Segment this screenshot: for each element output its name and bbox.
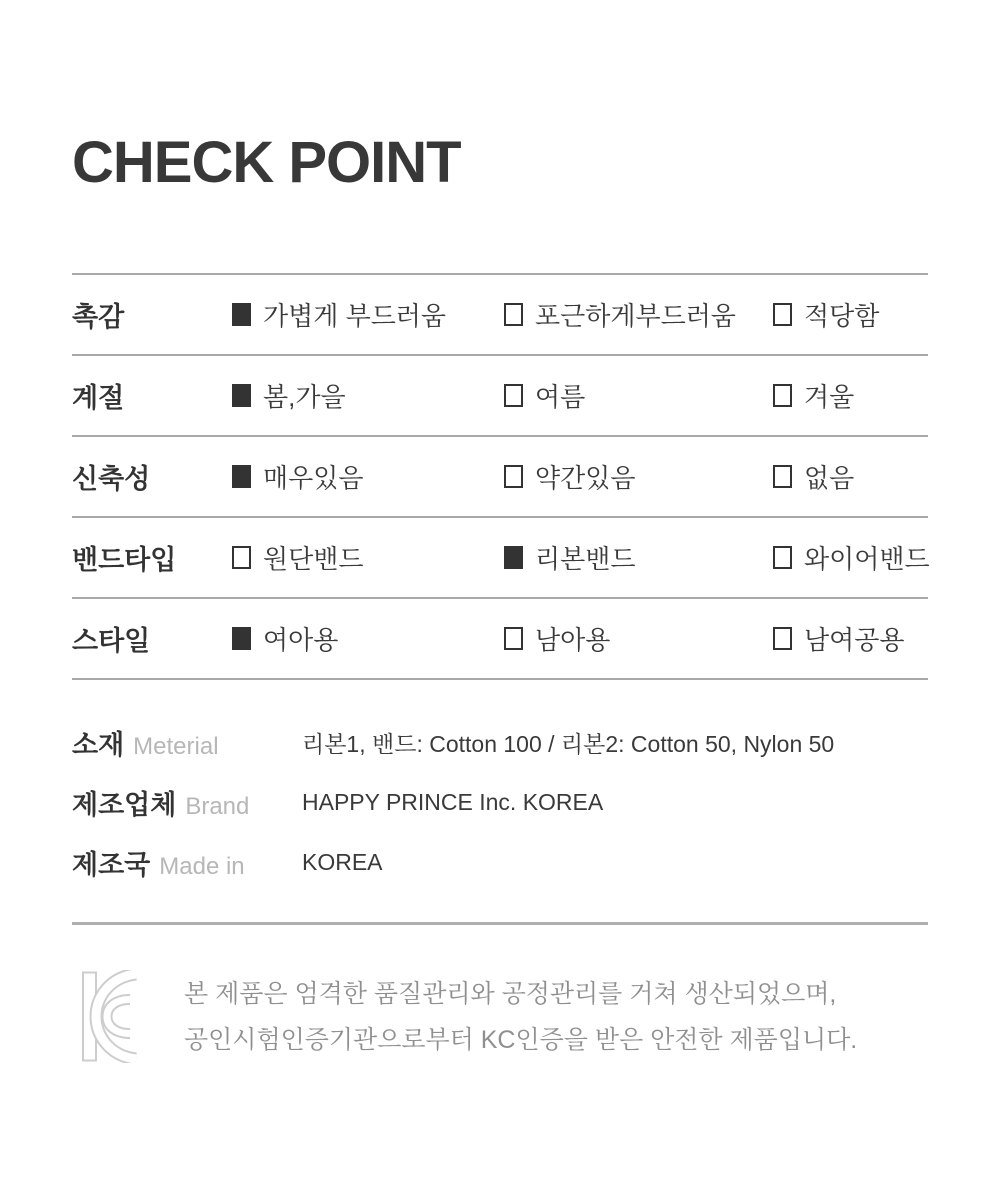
option-label: 여아용	[263, 625, 339, 655]
info-label-en: Brand	[185, 792, 250, 820]
row-label: 스타일	[72, 626, 151, 656]
option-label: 봄,가을	[263, 382, 346, 412]
option	[232, 620, 504, 657]
checkbox-icon	[232, 465, 251, 488]
option-label: 리본밴드	[535, 544, 636, 574]
checkbox-icon	[232, 384, 251, 407]
checkbox-icon	[504, 546, 523, 569]
option-label: 겨울	[804, 382, 855, 412]
row-label: 밴드타입	[72, 545, 177, 575]
option-label: 가볍게 부드러움	[263, 301, 447, 331]
info-label-ko: 제조국	[72, 849, 151, 880]
check-point-table	[72, 273, 928, 680]
info-value: 리본1, 밴드: Cotton 100 / 리본2: Cotton 50, Nylon 50	[302, 730, 835, 757]
option	[232, 296, 504, 333]
option	[504, 458, 773, 495]
table-row-stretch	[72, 435, 928, 516]
info-label-ko: 소재	[72, 729, 125, 760]
option-label: 매우있음	[263, 463, 364, 493]
option-label: 원단밴드	[263, 544, 364, 574]
info-label	[72, 723, 302, 762]
checkbox-icon	[773, 546, 792, 569]
info-row-material	[72, 712, 928, 772]
checkbox-icon	[232, 546, 251, 569]
row-label: 신축성	[72, 464, 151, 494]
option-label: 여름	[535, 382, 586, 412]
page-title: CHECK POINT	[72, 130, 461, 195]
info-label	[72, 783, 302, 822]
option	[504, 539, 773, 576]
kc-mark-icon	[80, 970, 142, 1063]
info-label-ko: 제조업체	[72, 789, 177, 820]
certification-line-1: 본 제품은 엄격한 품질관리와 공정관리를 거쳐 생산되었으며,	[184, 979, 837, 1008]
option	[232, 458, 504, 495]
option	[773, 458, 928, 495]
option-label: 포근하게부드러움	[535, 301, 736, 331]
option-label: 적당함	[804, 301, 880, 331]
kc-certification-section	[80, 970, 857, 1063]
option	[773, 620, 928, 657]
option	[232, 377, 504, 414]
option	[773, 296, 928, 333]
option-label: 남아용	[535, 625, 611, 655]
info-label-en: Meterial	[133, 732, 219, 760]
option-label: 와이어밴드	[804, 544, 930, 574]
info-label	[72, 843, 302, 882]
checkbox-icon	[504, 303, 523, 326]
certification-text	[184, 971, 857, 1063]
table-row-season	[72, 354, 928, 435]
info-row-made-in	[72, 832, 928, 892]
checkbox-icon	[773, 384, 792, 407]
option	[504, 296, 773, 333]
info-row-brand	[72, 772, 928, 832]
row-label: 촉감	[72, 302, 125, 332]
option-label: 약간있음	[535, 463, 636, 493]
option	[232, 539, 504, 576]
table-row-touch	[72, 273, 928, 354]
option	[773, 377, 928, 414]
option	[773, 539, 930, 576]
info-value: HAPPY PRINCE Inc. KOREA	[302, 788, 604, 815]
checkbox-icon	[504, 465, 523, 488]
checkbox-icon	[232, 303, 251, 326]
table-row-style	[72, 597, 928, 678]
table-row-band-type	[72, 516, 928, 597]
option-label: 없음	[804, 463, 855, 493]
checkbox-icon	[773, 627, 792, 650]
product-info-list	[72, 712, 928, 892]
checkbox-icon	[232, 627, 251, 650]
section-divider	[72, 922, 928, 925]
certification-line-2: 공인시험인증기관으로부터 KC인증을 받은 안전한 제품입니다.	[184, 1025, 858, 1054]
option	[504, 377, 773, 414]
info-value: KOREA	[302, 848, 383, 875]
checkbox-icon	[504, 384, 523, 407]
checkbox-icon	[773, 465, 792, 488]
option-label: 남여공용	[804, 625, 905, 655]
checkbox-icon	[773, 303, 792, 326]
info-label-en: Made in	[159, 852, 245, 880]
row-label: 계절	[72, 383, 125, 413]
option	[504, 620, 773, 657]
checkbox-icon	[504, 627, 523, 650]
